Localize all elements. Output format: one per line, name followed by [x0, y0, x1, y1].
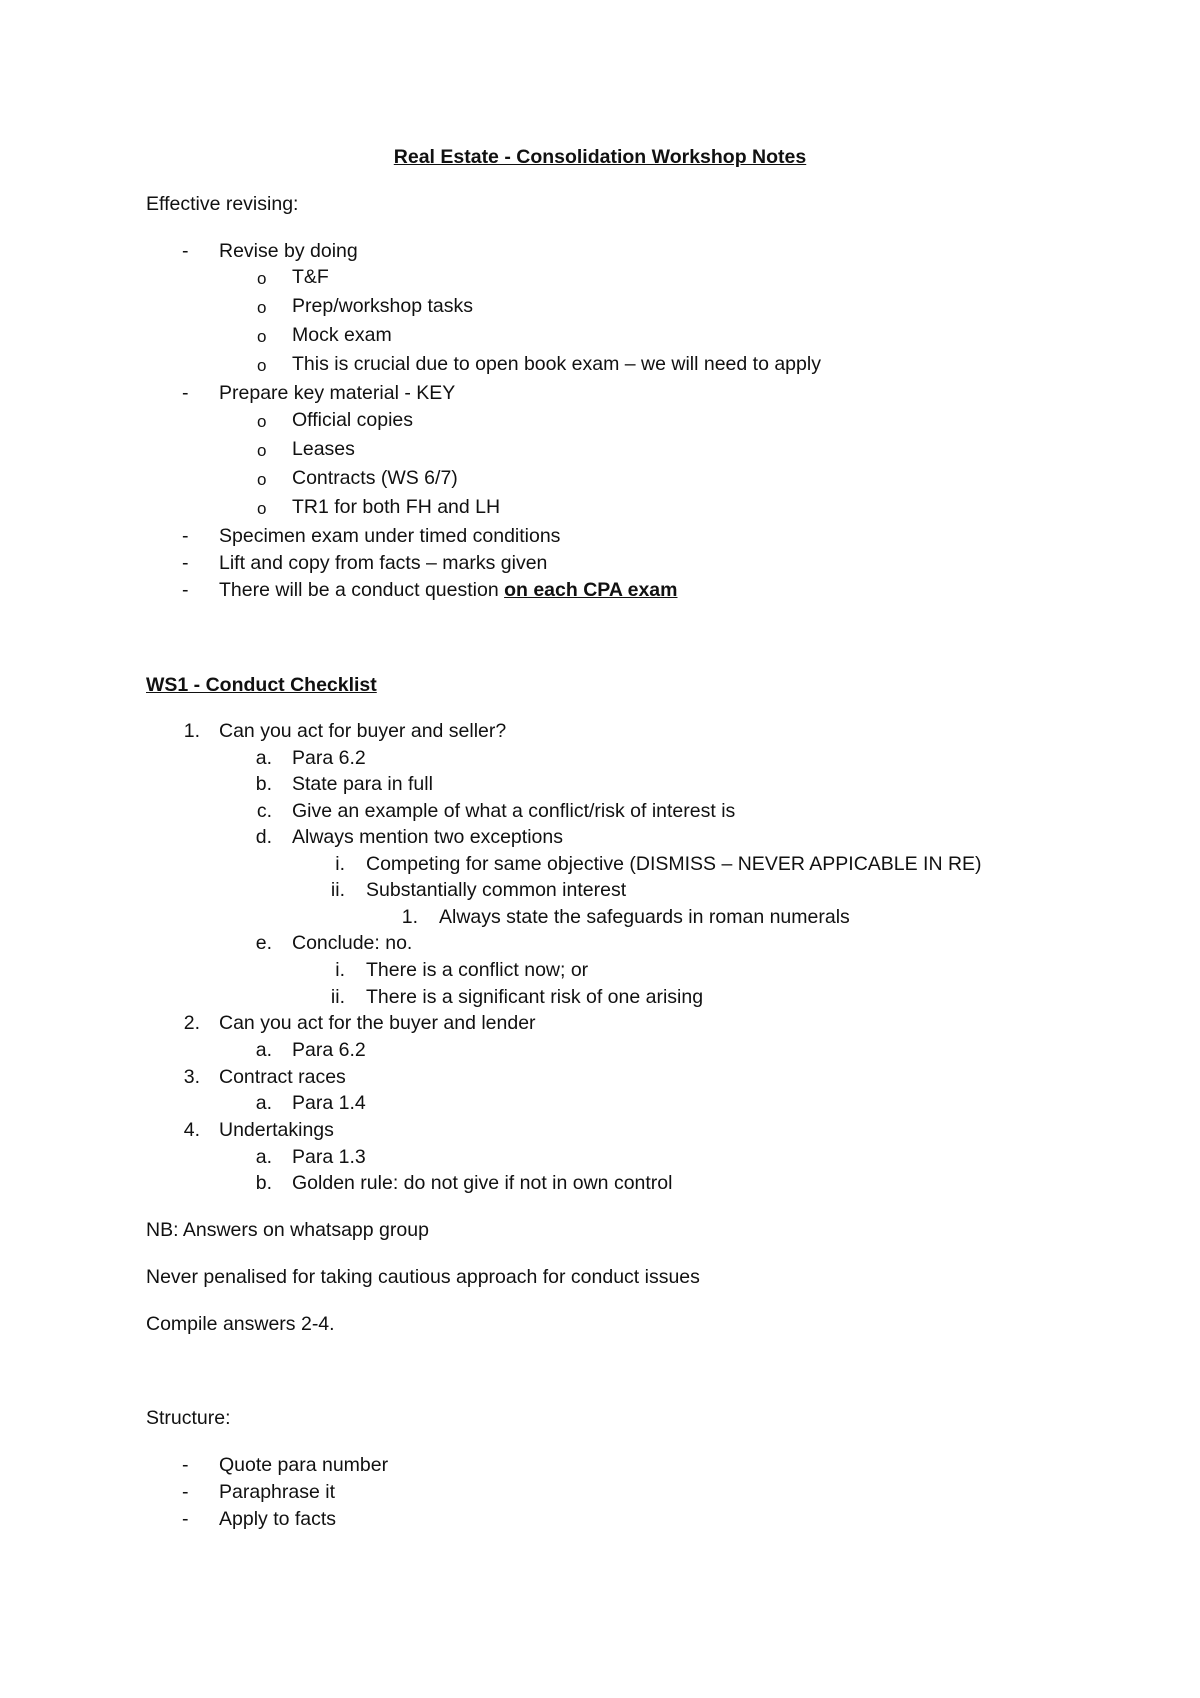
structure-heading: Structure:	[146, 1407, 231, 1429]
circle-bullet-icon: o	[257, 298, 267, 317]
sub-list-item: T&F	[292, 266, 329, 288]
list-letter: e.	[255, 932, 272, 954]
sub-list-item: Golden rule: do not give if not in own control	[292, 1172, 673, 1194]
dash-bullet: -	[182, 382, 189, 404]
dash-bullet: -	[182, 525, 189, 547]
sub-list-item: Official copies	[292, 409, 414, 431]
dash-bullet: -	[182, 552, 189, 574]
dash-bullet: -	[182, 579, 189, 601]
list-item: Prepare key material - KEY	[219, 382, 456, 404]
sub-list-item: TR1 for both FH and LH	[292, 496, 501, 518]
sub-list-item: State para in full	[292, 773, 433, 795]
list-number: 2.	[183, 1012, 200, 1034]
list-roman: ii.	[330, 986, 345, 1008]
list-item: Paraphrase it	[219, 1481, 335, 1503]
sub-sub-list-item: There is a significant risk of one arising	[366, 986, 704, 1008]
list-letter: d.	[255, 826, 272, 848]
sub-list-item: Contracts (WS 6/7)	[292, 467, 458, 489]
sub-sub-list-item: Competing for same objective (DISMISS – NEVER APPICABLE IN RE)	[366, 853, 982, 875]
sub-list-item: This is crucial due to open book exam – we will need to apply	[292, 353, 821, 375]
list-number: 1.	[183, 720, 200, 742]
list-roman: i.	[335, 959, 345, 981]
list-item: Revise by doing	[219, 240, 358, 262]
section-heading: WS1 - Conduct Checklist	[146, 674, 377, 696]
emphasis-text: on each CPA exam	[504, 579, 678, 601]
list-item: Apply to facts	[219, 1508, 337, 1530]
effective-heading: Effective revising:	[146, 193, 299, 215]
sub-list-item: Always mention two exceptions	[292, 826, 563, 848]
circle-bullet-icon: o	[257, 470, 267, 489]
list-roman: ii.	[330, 879, 345, 901]
list-letter: b.	[255, 1172, 272, 1194]
sub-list-item: Conclude: no.	[292, 932, 413, 954]
list-letter: a.	[255, 747, 272, 769]
list-letter: c.	[256, 800, 272, 822]
dash-bullet: -	[182, 240, 189, 262]
circle-bullet-icon: o	[257, 269, 267, 288]
list-number: 3.	[183, 1066, 200, 1088]
sub-list-item: Mock exam	[292, 324, 392, 346]
note-paragraph: Compile answers 2-4.	[146, 1313, 335, 1335]
dash-bullet: -	[182, 1454, 189, 1476]
sub-sub-list-item: Substantially common interest	[366, 879, 627, 901]
circle-bullet-icon: o	[257, 412, 267, 431]
list-letter: a.	[255, 1039, 272, 1061]
sub-sub-list-item: There is a conflict now; or	[366, 959, 589, 981]
note-paragraph: Never penalised for taking cautious approach for conduct issues	[146, 1266, 700, 1288]
list-item: Quote para number	[219, 1454, 389, 1476]
list-item: Can you act for the buyer and lender	[219, 1012, 536, 1034]
circle-bullet-icon: o	[257, 327, 267, 346]
list-item: Contract races	[219, 1066, 346, 1088]
circle-bullet-icon: o	[257, 356, 267, 375]
sub-list-item: Para 1.4	[292, 1092, 366, 1114]
circle-bullet-icon: o	[257, 441, 267, 460]
list-number: 1.	[401, 906, 418, 928]
list-letter: a.	[255, 1146, 272, 1168]
dash-bullet: -	[182, 1508, 189, 1530]
note-paragraph: NB: Answers on whatsapp group	[146, 1219, 429, 1241]
sub-list-item: Leases	[292, 438, 355, 460]
list-item: Can you act for buyer and seller?	[219, 720, 507, 742]
list-letter: b.	[255, 773, 272, 795]
sub-list-item: Para 6.2	[292, 1039, 366, 1061]
list-item	[219, 581, 678, 601]
list-roman: i.	[335, 853, 345, 875]
dash-bullet: -	[182, 1481, 189, 1503]
list-item-text: There will be a conduct question	[219, 579, 505, 601]
page-title: Real Estate - Consolidation Workshop Notes	[393, 146, 807, 168]
sub-list-item: Para 6.2	[292, 747, 366, 769]
list-item: Lift and copy from facts – marks given	[219, 552, 548, 574]
list-item: Undertakings	[219, 1119, 334, 1141]
sub-list-item: Give an example of what a conflict/risk of interest is	[292, 800, 736, 822]
list-letter: a.	[255, 1092, 272, 1114]
deep-list-item: Always state the safeguards in roman numerals	[439, 906, 850, 928]
list-item: Specimen exam under timed conditions	[219, 525, 561, 547]
sub-list-item: Prep/workshop tasks	[292, 295, 473, 317]
circle-bullet-icon: o	[257, 499, 267, 518]
sub-list-item: Para 1.3	[292, 1146, 366, 1168]
list-number: 4.	[183, 1119, 200, 1141]
